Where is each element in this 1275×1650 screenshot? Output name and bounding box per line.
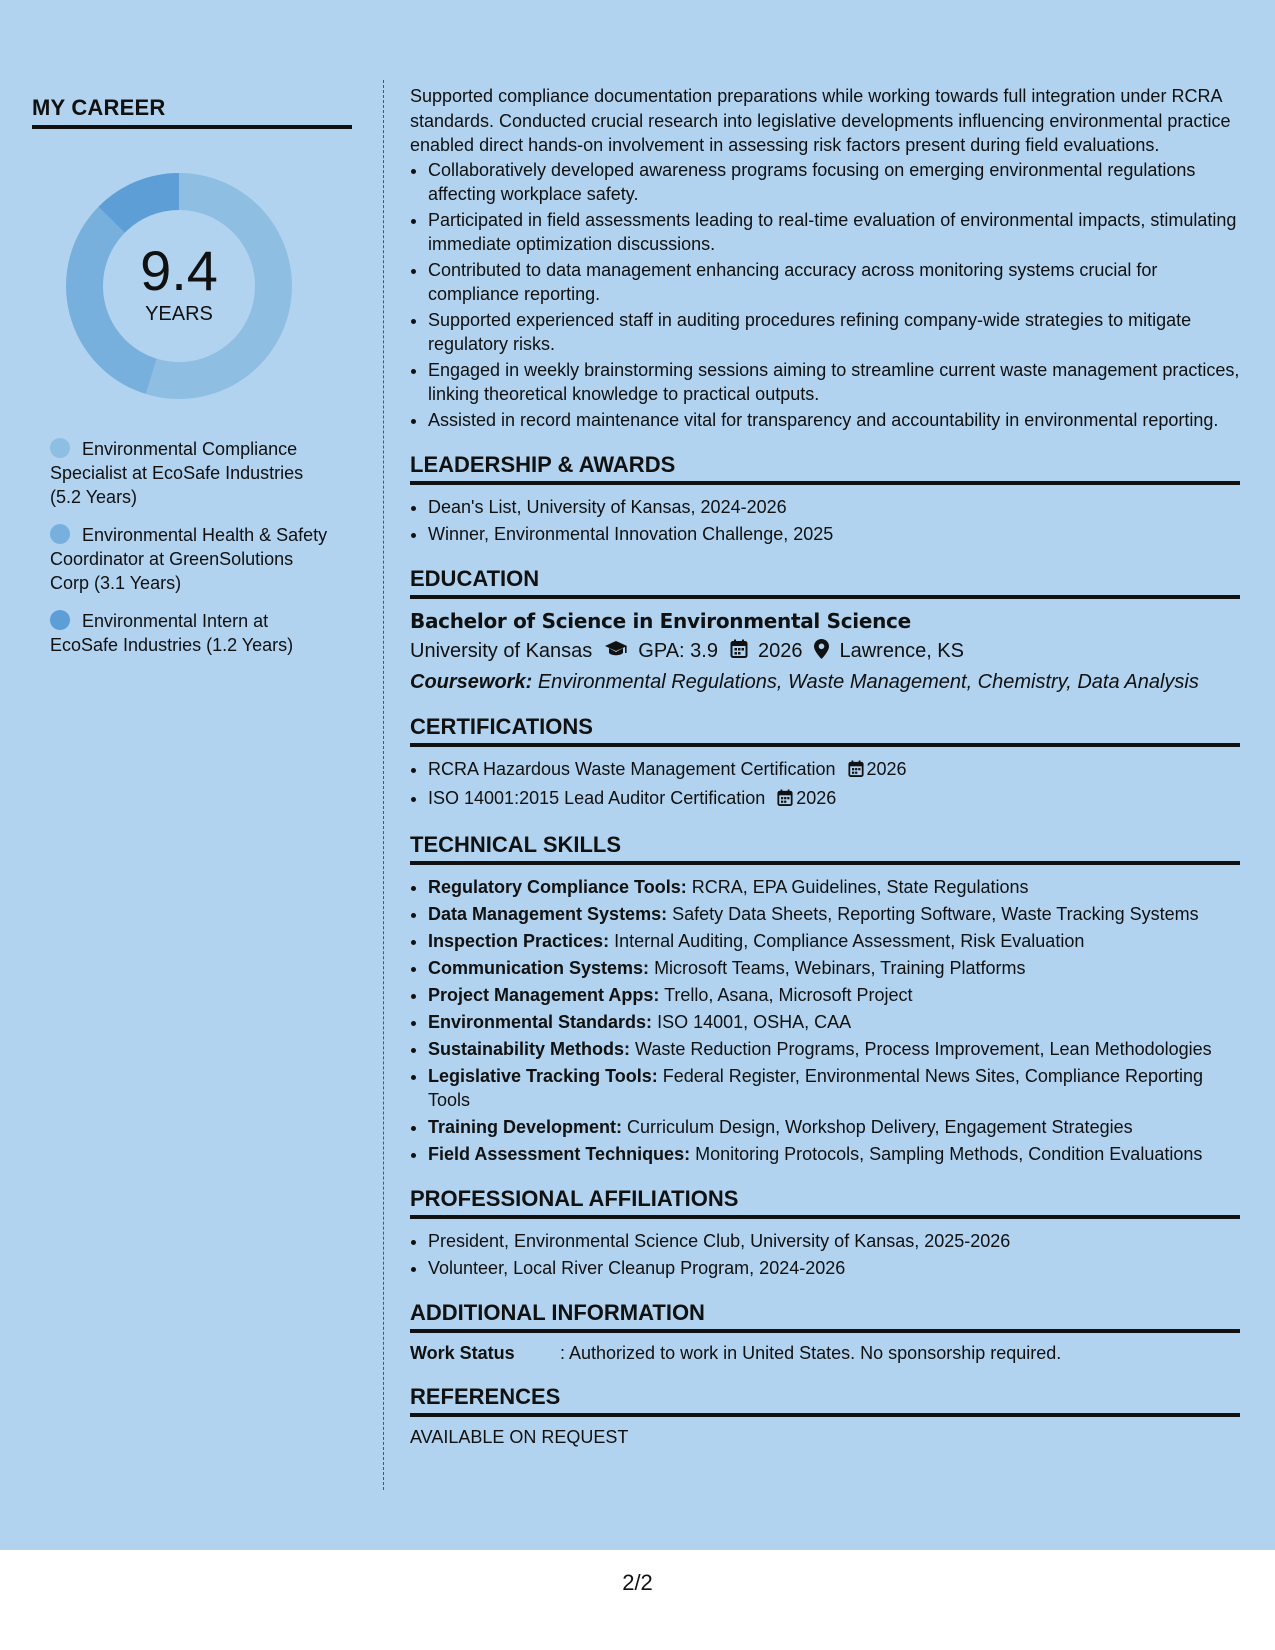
skill-category: Regulatory Compliance Tools: xyxy=(428,876,687,897)
legend-label: Environmental Compliance Specialist at EcoSafe Industries (5.2 Years) xyxy=(50,439,304,507)
skill-category: Data Management Systems: xyxy=(428,903,668,924)
skill-category: Communication Systems: xyxy=(428,957,650,978)
skill-values: Waste Reduction Programs, Process Improvement, Lean Methodologies xyxy=(635,1038,1212,1059)
leadership-list xyxy=(410,495,1240,546)
list-item: • Supported experienced staff in auditing procedures refining company-wide strategies to mitigate regulatory risks. xyxy=(428,308,1240,356)
career-donut-chart xyxy=(64,171,294,401)
work-status-label: Work Status xyxy=(410,1342,515,1363)
certification-year: 2026 xyxy=(866,758,907,779)
list-item: • Dean's List, University of Kansas, 2024-2026 xyxy=(428,495,1240,519)
years-total: 9.4 xyxy=(140,238,218,302)
legend-dot xyxy=(50,438,70,458)
affiliations-list xyxy=(410,1229,1240,1280)
legend-label: Environmental Health & Safety Coordinator at GreenSolutions Corp (3.1 Years) xyxy=(50,525,328,593)
skill-values: Curriculum Design, Workshop Delivery, Engagement Strategies xyxy=(627,1116,1133,1137)
education-details xyxy=(410,639,1240,665)
list-item xyxy=(428,875,1240,899)
list-item: • Contributed to data management enhancing accuracy across monitoring systems crucial for compliance reporting. xyxy=(428,258,1240,306)
calendar-icon xyxy=(848,759,864,783)
calendar-icon xyxy=(730,639,748,664)
skill-values: Safety Data Sheets, Reporting Software, Waste Tracking Systems xyxy=(672,903,1199,924)
page-number: 2/2 xyxy=(622,1570,653,1595)
skill-values: ISO 14001, OSHA, CAA xyxy=(657,1011,852,1032)
sidebar xyxy=(32,95,352,671)
skill-values: Federal Register, Environmental News Sites, Compliance Reporting Tools xyxy=(428,1065,1203,1110)
list-item xyxy=(428,1010,1240,1034)
list-item: • Participated in field assessments leading to real-time evaluation of environmental impacts, stimulating immediate optimization discussions. xyxy=(428,208,1240,256)
coursework xyxy=(410,671,1240,694)
list-item xyxy=(428,1064,1240,1112)
donut-center xyxy=(64,171,294,401)
degree-title: Bachelor of Science in Environmental Science xyxy=(410,608,911,633)
section-heading-skills: TECHNICAL SKILLS xyxy=(410,832,1240,865)
legend-label: Environmental Intern at EcoSafe Industries (1.2 Years) xyxy=(50,611,294,655)
skills-list xyxy=(410,875,1240,1166)
list-item: • Volunteer, Local River Cleanup Program, 2024-2026 xyxy=(428,1256,1240,1280)
map-pin-icon xyxy=(814,639,829,665)
skill-category: Sustainability Methods: xyxy=(428,1038,631,1059)
skill-category: Field Assessment Techniques: xyxy=(428,1143,691,1164)
section-heading-affiliations: PROFESSIONAL AFFILIATIONS xyxy=(410,1186,1240,1219)
calendar-icon xyxy=(777,788,793,812)
references-text: AVAILABLE ON REQUEST xyxy=(410,1426,629,1447)
main-column xyxy=(410,84,1240,1448)
gpa: GPA: 3.9 xyxy=(638,640,718,662)
education-location: Lawrence, KS xyxy=(839,640,964,662)
section-heading-certifications: CERTIFICATIONS xyxy=(410,714,1240,747)
list-item xyxy=(428,956,1240,980)
section-heading-references: REFERENCES xyxy=(410,1384,1240,1417)
skill-values: Microsoft Teams, Webinars, Training Platforms xyxy=(654,957,1026,978)
skill-values: Trello, Asana, Microsoft Project xyxy=(664,984,913,1005)
skill-category: Project Management Apps: xyxy=(428,984,660,1005)
work-status-value: : Authorized to work in United States. No sponsorship required. xyxy=(560,1342,1062,1363)
list-item xyxy=(428,757,1240,783)
graduation-year: 2026 xyxy=(757,640,803,662)
list-item: • Engaged in weekly brainstorming sessions aiming to streamline current waste management practices, linking theoretical knowledge to practical outputs. xyxy=(428,358,1240,406)
list-item xyxy=(428,786,1240,812)
column-divider xyxy=(383,80,384,1490)
skill-values: RCRA, EPA Guidelines, State Regulations xyxy=(691,876,1029,897)
coursework-list: Environmental Regulations, Waste Management, Chemistry, Data Analysis xyxy=(537,670,1199,693)
legend-item xyxy=(50,437,330,509)
section-heading-additional: ADDITIONAL INFORMATION xyxy=(410,1300,1240,1333)
career-title: MY CAREER xyxy=(32,95,352,129)
experience-bullets xyxy=(410,158,1240,432)
certifications-list xyxy=(410,757,1240,812)
list-item: • Winner, Environmental Innovation Challenge, 2025 xyxy=(428,522,1240,546)
list-item: • Assisted in record maintenance vital for transparency and accountability in environmental reporting. xyxy=(428,408,1240,432)
career-legend xyxy=(50,437,352,657)
section-heading-education: EDUCATION xyxy=(410,566,1240,599)
skill-category: Legislative Tracking Tools: xyxy=(428,1065,658,1086)
section-heading-leadership: LEADERSHIP & AWARDS xyxy=(410,452,1240,485)
list-item xyxy=(428,1037,1240,1061)
legend-item xyxy=(50,523,330,595)
graduation-cap-icon xyxy=(604,640,628,664)
list-item: • President, Environmental Science Club, University of Kansas, 2025-2026 xyxy=(428,1229,1240,1253)
skill-values: Internal Auditing, Compliance Assessment, Risk Evaluation xyxy=(614,930,1085,951)
work-status-row xyxy=(410,1343,1240,1364)
skill-category: Inspection Practices: xyxy=(428,930,610,951)
certification-year: 2026 xyxy=(796,787,837,808)
legend-dot xyxy=(50,524,70,544)
skill-values: Monitoring Protocols, Sampling Methods, Condition Evaluations xyxy=(695,1143,1203,1164)
list-item xyxy=(428,902,1240,926)
legend-item xyxy=(50,609,330,657)
legend-dot xyxy=(50,610,70,630)
school-name: University of Kansas xyxy=(410,640,593,662)
list-item xyxy=(428,1115,1240,1139)
certification-name: ISO 14001:2015 Lead Auditor Certification xyxy=(428,787,766,808)
list-item: • Collaboratively developed awareness programs focusing on emerging environmental regulations affecting workplace safety. xyxy=(428,158,1240,206)
certification-name: RCRA Hazardous Waste Management Certification xyxy=(428,758,836,779)
list-item xyxy=(428,929,1240,953)
coursework-label: Coursework: xyxy=(410,670,533,693)
list-item xyxy=(428,983,1240,1007)
years-unit: YEARS xyxy=(145,302,213,325)
skill-category: Training Development: xyxy=(428,1116,623,1137)
list-item xyxy=(428,1142,1240,1166)
skill-category: Environmental Standards: xyxy=(428,1011,653,1032)
experience-paragraph: Supported compliance documentation preparations while working towards full integration under RCRA standards. Conducted crucial research into legislative developments influencing environmental practice enabled direct hands-on involvement in assessing risk factors present during field evaluations. xyxy=(410,86,1231,155)
